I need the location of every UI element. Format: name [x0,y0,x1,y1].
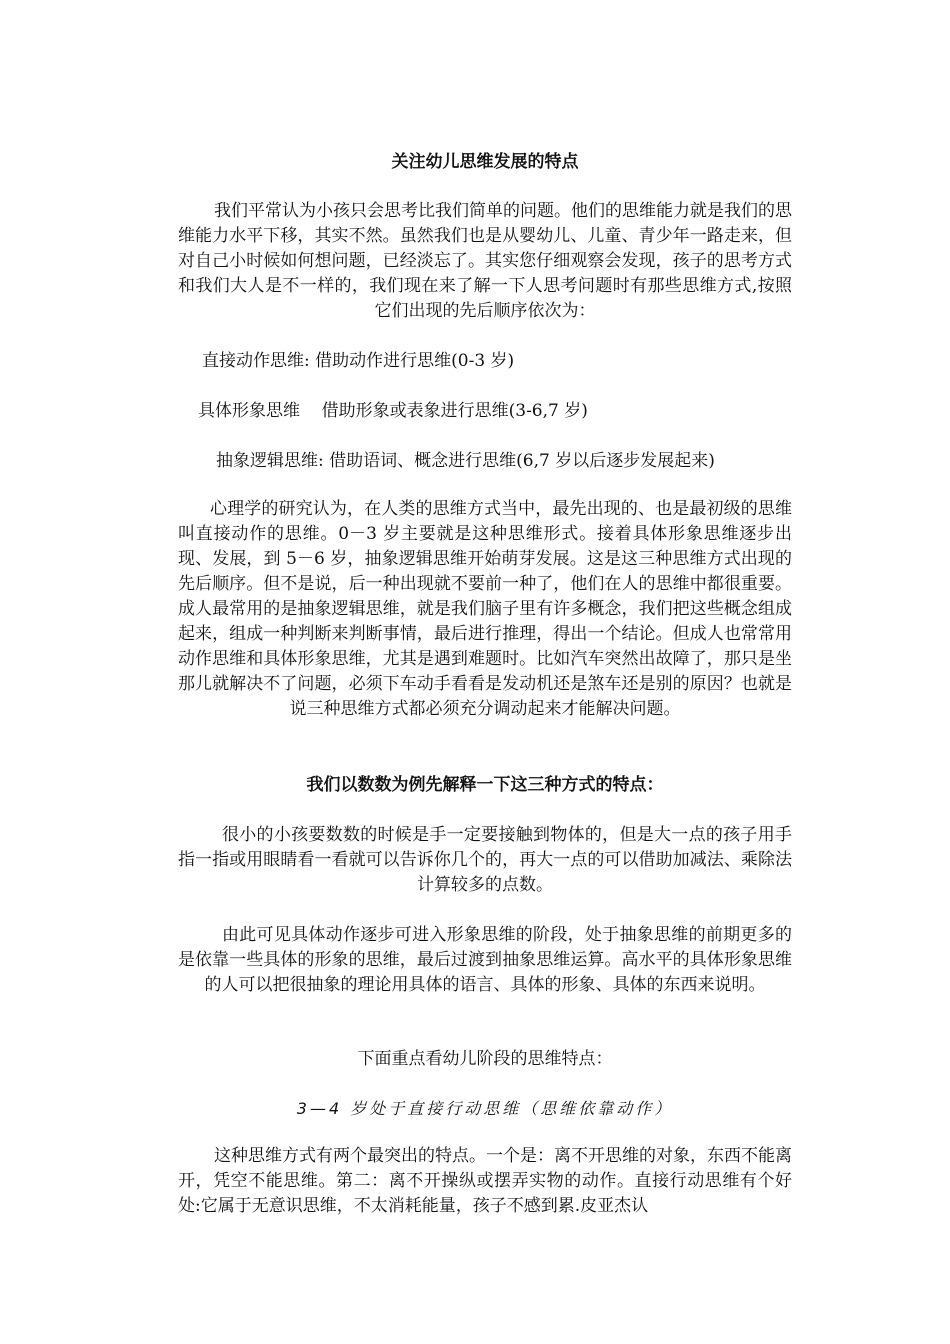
psychology-paragraph: 心理学的研究认为，在人类的思维方式当中，最先出现的、也是最初级的思维叫直接动作的思维。0－3 岁主要就是这种思维形式。接着具体形象思维逐步出现、发展，到 5－6 岁，抽象逻辑思维开始萌芽发展。这是这三种思维方式出现的先后顺序。但不是说，后一种出现就不要前一种了，他们在人的思维中都很重要。成人最常用的是抽象逻辑思维，就是我们脑子里有许多概念，我们把这些概念组成起来，组成一种判断来判断事情，最后进行推理，得出一个结论。但成人也常常用动作思维和具体形象思维，尤其是遇到难题时。比如汽车突然出故障了，那只是坐那儿就解决不了问题，必须下车动手看看是发动机还是煞车还是别的原因？也就是说三种思维方式都必须充分调动起来才能解决问题。 [178,499,792,719]
thinking-type-image: 具体形象思维 借助形象或表象进行思维(3-6,7 岁) [198,401,588,421]
stage-heading: 3—4 岁处于直接行动思维（思维依靠动作） [296,1099,674,1118]
document-title: 关注幼儿思维发展的特点 [391,152,579,172]
intro-paragraph: 我们平常认为小孩只会思考比我们简单的问题。他们的思维能力就是我们的思维能力水平下移，其实不然。虽然我们也是从婴幼儿、儿童、青少年一路走来，但对自己小时候如何想问题，已经淡忘了。其实您仔细观察会发现，孩子的思考方式和我们大人是不一样的，我们现在来了解一下人思考问题时有那些思维方式,按照它们出现的先后顺序依次为： [178,201,792,321]
counting-paragraph: 很小的小孩要数数的时候是手一定要接触到物体的，但是大一点的孩子用手指一指或用眼睛看一看就可以告诉你几个的，再大一点的可以借助加减法、乘除法计算较多的点数。 [178,825,792,895]
thinking-type-abstract: 抽象逻辑思维: 借助语词、概念进行思维(6,7 岁以后逐步发展起来) [216,451,715,471]
transition-paragraph: 由此可见具体动作逐步可进入形象思维的阶段，处于抽象思维的前期更多的是依靠一些具体的形象的思维，最后过渡到抽象思维运算。高水平的具体形象思维的人可以把很抽象的理论用具体的语言、具体的形象、具体的东西来说明。 [178,925,792,995]
focus-line: 下面重点看幼儿阶段的思维特点： [357,1049,613,1069]
stage-paragraph: 这种思维方式有两个最突出的特点。一个是：离不开思维的对象，东西不能离开，凭空不能思维。第二：离不开操纵或摆弄实物的动作。直接行动思维有个好处:它属于无意识思维，不太消耗能量，孩子不感到累.皮亚杰认 [178,1146,792,1216]
counting-heading: 我们以数数为例先解释一下这三种方式的特点： [306,775,664,795]
thinking-type-action: 直接动作思维: 借助动作进行思维(0-3 岁) [202,351,515,371]
